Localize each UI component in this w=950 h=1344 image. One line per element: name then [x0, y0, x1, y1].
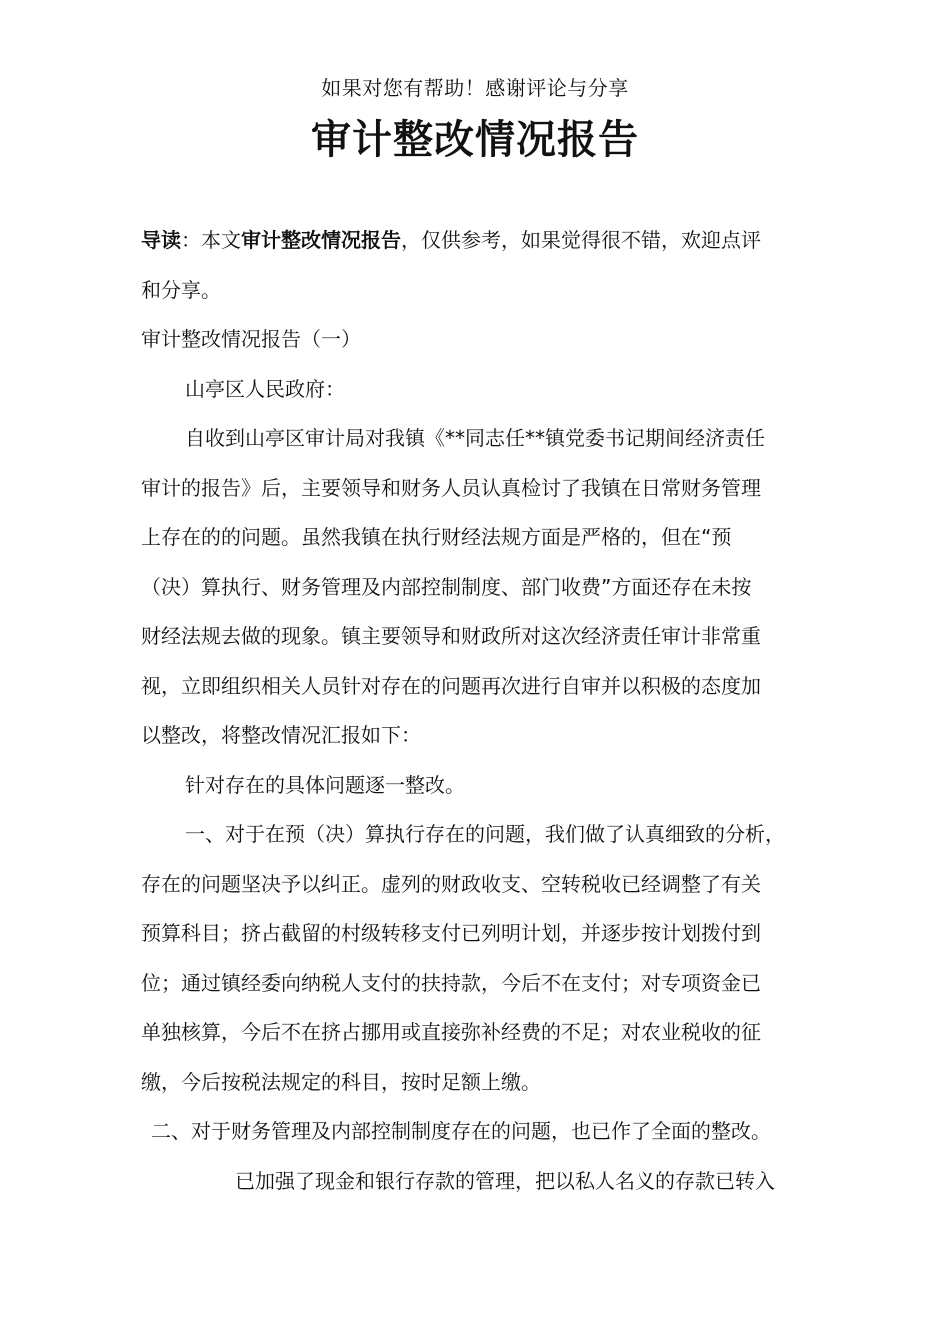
paragraph3-line: 一、对于在预（决）算执行存在的问题，我们做了认真细致的分析，: [185, 822, 785, 846]
salutation: 山亭区人民政府：: [185, 376, 345, 401]
paragraph1-line: 以整改，将整改情况汇报如下：: [141, 723, 421, 747]
paragraph2: 针对存在的具体问题逐一整改。: [185, 772, 465, 797]
intro-colon: ：: [181, 228, 201, 252]
intro-line-1: [141, 216, 821, 266]
intro-label: 导读: [141, 228, 181, 252]
intro-pre: 本文: [201, 228, 241, 252]
paragraph4: 二、对于财务管理及内部控制制度存在的问题，也已作了全面的整改。: [151, 1119, 771, 1143]
paragraph3-line: 缴，今后按税法规定的科目，按时足额上缴。: [141, 1069, 541, 1094]
paragraph3-line: 位；通过镇经委向纳税人支付的扶持款，今后不在支付；对专项资金已: [141, 970, 761, 995]
header-note: 如果对您有帮助！感谢评论与分享: [321, 76, 629, 100]
intro-line-2: 和分享。: [141, 277, 221, 302]
paragraph1-line: 视，立即组织相关人员针对存在的问题再次进行自审并以积极的态度加: [141, 673, 761, 698]
paragraph3-line: 存在的问题坚决予以纠正。虚列的财政收支、空转税收已经调整了有关: [141, 871, 761, 896]
intro-bold-title: 审计整改情况报告: [241, 228, 401, 252]
section-heading: 审计整改情况报告（一）: [141, 327, 361, 351]
paragraph3-line: 单独核算，今后不在挤占挪用或直接弥补经费的不足；对农业税收的征: [141, 1020, 761, 1044]
intro-rest: ，仅供参考，如果觉得很不错，欢迎点评: [401, 228, 761, 252]
paragraph1-line: （决）算执行、财务管理及内部控制制度、部门收费”方面还存在未按: [141, 574, 752, 599]
document-body: [141, 216, 821, 1206]
paragraph1-line: 财经法规去做的现象。镇主要领导和财政所对这次经济责任审计非常重: [141, 624, 761, 648]
paragraph5: 已加强了现金和银行存款的管理，把以私人名义的存款已转入: [235, 1168, 775, 1193]
document-title: 审计整改情况报告: [311, 117, 639, 163]
paragraph3-line: 预算科目；挤占截留的村级转移支付已列明计划，并逐步按计划拨付到: [141, 921, 761, 945]
paragraph1-line: 自收到山亭区审计局对我镇《**同志任**镇党委书记期间经济责任: [185, 426, 765, 450]
paragraph1-line: 审计的报告》后，主要领导和财务人员认真检讨了我镇在日常财务管理: [141, 475, 761, 500]
paragraph1-line: 上存在的的问题。虽然我镇在执行财经法规方面是严格的，但在“预: [141, 525, 732, 549]
